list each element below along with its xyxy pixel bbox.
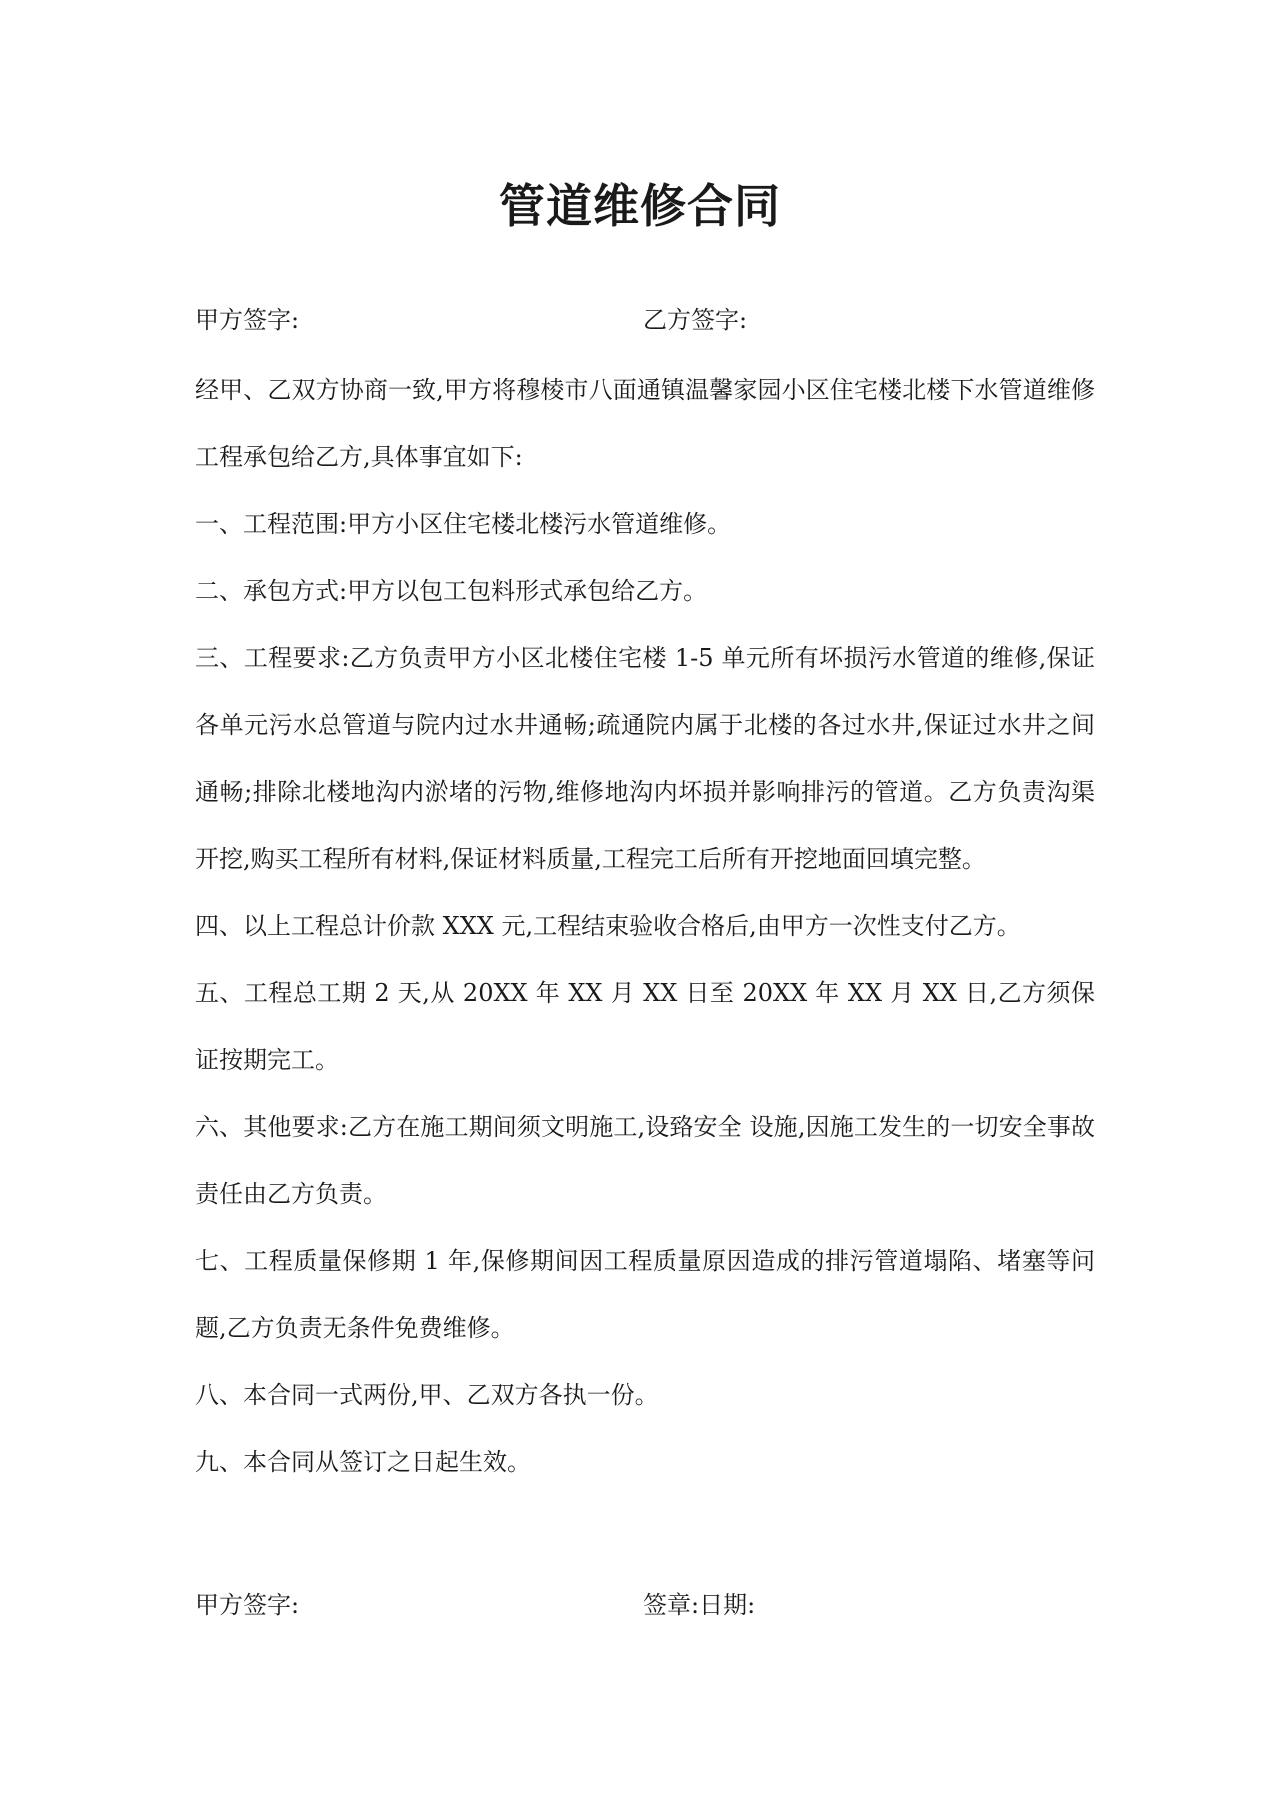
footer-party-a-signature-label: 甲方签字: xyxy=(195,1591,300,1619)
clause-4-price: 四、以上工程总计价款 XXX 元,工程结束验收合格后,由甲方一次性支付乙方。 xyxy=(195,912,1021,940)
clause-5-schedule: 五、工程总工期 2 天,从 20XX 年 XX 月 XX 日至 20XX 年 XX 月 XX 日,乙方须保证按期完工。 xyxy=(195,979,1095,1074)
contract-body xyxy=(195,357,1095,1496)
intro-paragraph: 经甲、乙双方协商一致,甲方将穆棱市八面通镇温馨家园小区住宅楼北楼下水管道维修工程承包给乙方,具体事宜如下: xyxy=(195,376,1095,471)
clause-3-requirements: 三、工程要求:乙方负责甲方小区北楼住宅楼 1-5 单元所有坏损污水管道的维修,保证各单元污水总管道与院内过水井通畅;疏通院内属于北楼的各过水井,保证过水井之间通畅;排除北楼地沟内淤堵的污物,维修地沟内坏损并影响排污的管道。乙方负责沟渠开挖,购买工程所有材料,保证材料质量,工程完工后所有开挖地面回填完整。 xyxy=(195,644,1095,873)
party-b-signature-label: 乙方签字: xyxy=(643,306,748,334)
clause-9-effective: 九、本合同从签订之日起生效。 xyxy=(195,1448,531,1476)
document-title: 管道维修合同 xyxy=(499,179,781,233)
clause-7-warranty: 七、工程质量保修期 1 年,保修期间因工程质量原因造成的排污管道塌陷、堵塞等问题,乙方负责无条件免费维修。 xyxy=(195,1247,1095,1342)
clause-8-copies: 八、本合同一式两份,甲、乙双方各执一份。 xyxy=(195,1381,659,1409)
clause-6-other-requirements: 六、其他要求:乙方在施工期间须文明施工,设臵安全 设施,因施工发生的一切安全事故责任由乙方负责。 xyxy=(195,1113,1095,1208)
party-a-signature-label: 甲方签字: xyxy=(195,306,300,334)
clause-1-scope: 一、工程范围:甲方小区住宅楼北楼污水管道维修。 xyxy=(195,510,732,538)
clause-2-contract-method: 二、承包方式:甲方以包工包料形式承包给乙方。 xyxy=(195,577,708,605)
seal-date-label: 签章:日期: xyxy=(643,1591,756,1619)
footer-signature-row xyxy=(195,1585,1095,1620)
header-signature-row xyxy=(195,300,1095,335)
